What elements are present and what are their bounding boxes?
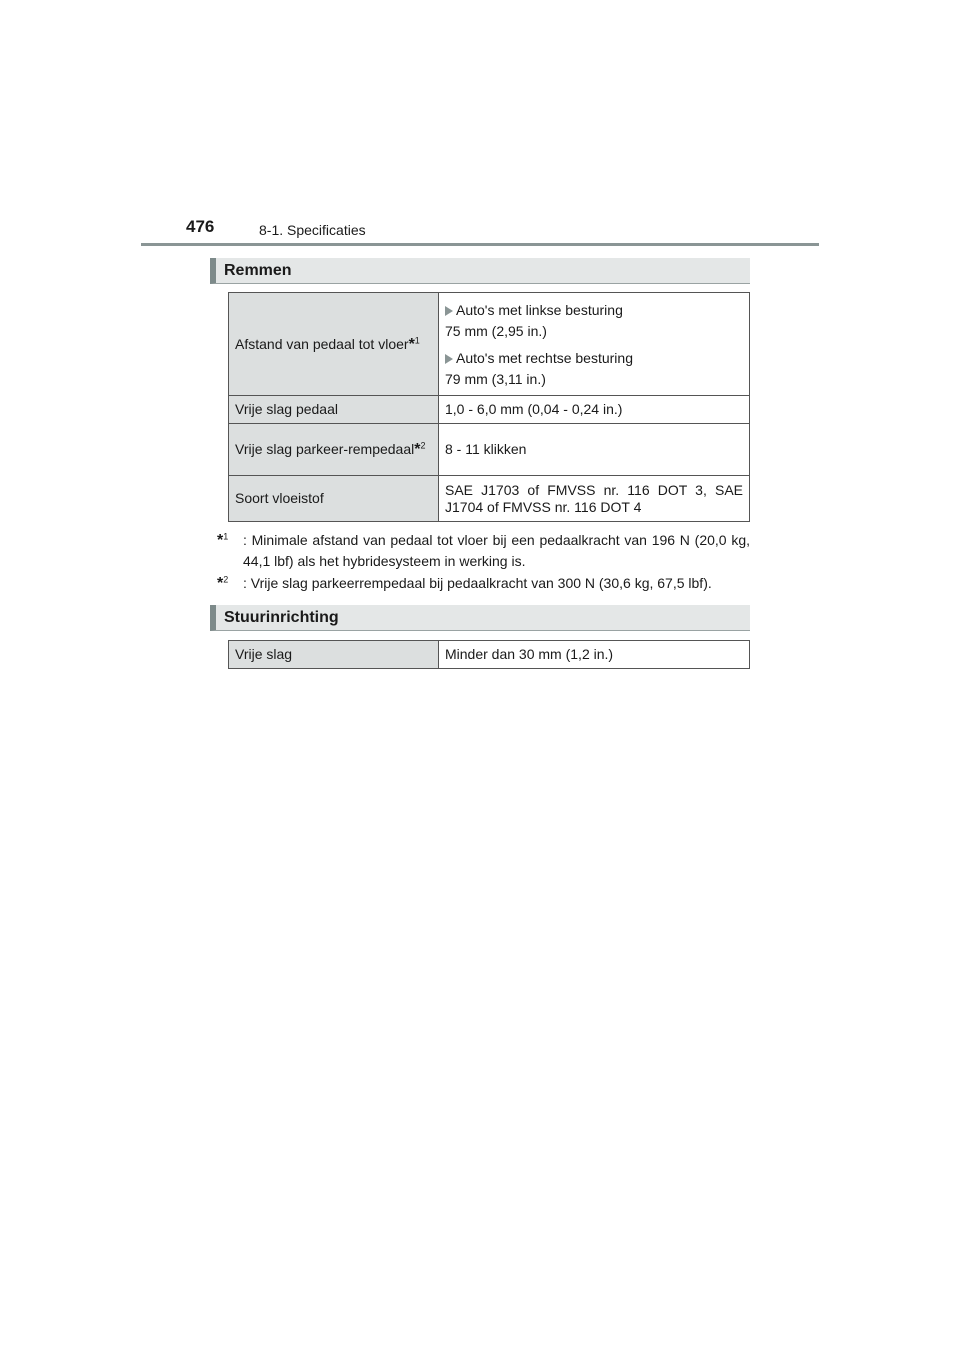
table-row xyxy=(229,476,750,522)
section-title: 8-1. Specificaties xyxy=(259,222,366,238)
footnote-ref: 1 xyxy=(414,334,420,345)
table-cell-label: Vrije slag xyxy=(229,641,439,669)
footnote-number: 2 xyxy=(223,574,229,585)
page-number: 476 xyxy=(186,217,215,236)
left-drive-label: Auto's met linkse besturing xyxy=(456,302,623,318)
right-drive-label: Auto's met rechtse besturing xyxy=(456,350,633,366)
left-drive-value: 75 mm (2,95 in.) xyxy=(445,323,547,339)
table-cell-value: 1,0 - 6,0 mm (0,04 - 0,24 in.) xyxy=(439,396,750,424)
footnote-star-icon: * xyxy=(217,575,224,592)
table-cell-label: Soort vloeistof xyxy=(229,476,439,522)
footnote-marker xyxy=(217,530,228,551)
pedal-floor-label: Afstand van pedaal tot vloer xyxy=(235,335,409,352)
footnote-marker xyxy=(217,573,228,594)
footnote-star-icon: * xyxy=(408,335,415,353)
footnote-star-icon: * xyxy=(217,532,224,549)
brakes-heading xyxy=(210,258,750,284)
steering-heading-text: Stuurinrichting xyxy=(224,609,339,626)
table-cell-value: SAE J1703 of FMVSS nr. 116 DOT 3, SAE J1704 of FMVSS nr. 116 DOT 4 xyxy=(439,476,750,522)
triangle-right-icon xyxy=(445,354,453,364)
steering-heading xyxy=(210,605,750,631)
table-row xyxy=(229,293,750,396)
footnote-2 xyxy=(217,573,750,594)
table-cell-label: Vrije slag pedaal xyxy=(229,396,439,424)
table-row xyxy=(229,424,750,476)
parking-pedal-label: Vrije slag parkeer-rempedaal xyxy=(235,441,415,457)
footnote-star-icon: * xyxy=(414,441,421,458)
footnote-text: : Minimale afstand van pedaal tot vloer bij een pedaalkracht van 196 N (20,0 kg, 44,1 lbf) als het hybridesysteem in werking is. xyxy=(243,532,750,569)
table-cell-label xyxy=(229,293,439,396)
left-drive-heading xyxy=(445,302,743,319)
right-drive-value: 79 mm (3,11 in.) xyxy=(445,371,546,387)
footnote-ref: 2 xyxy=(420,440,426,451)
steering-table xyxy=(228,640,750,669)
footnote-number: 1 xyxy=(223,531,229,542)
table-cell-label xyxy=(229,424,439,476)
table-cell-value: 8 - 11 klikken xyxy=(439,424,750,476)
table-row xyxy=(229,396,750,424)
triangle-right-icon xyxy=(445,306,453,316)
footnote-1 xyxy=(217,530,750,572)
brakes-heading-text: Remmen xyxy=(224,262,292,279)
right-drive-heading xyxy=(445,350,743,367)
table-cell-value: Minder dan 30 mm (1,2 in.) xyxy=(439,641,750,669)
page-header xyxy=(141,214,819,246)
footnote-text: : Vrije slag parkeerrempedaal bij pedaalkracht van 300 N (30,6 kg, 67,5 lbf). xyxy=(243,575,712,591)
table-cell-value xyxy=(439,293,750,396)
table-row xyxy=(229,641,750,669)
brakes-table xyxy=(228,292,750,522)
